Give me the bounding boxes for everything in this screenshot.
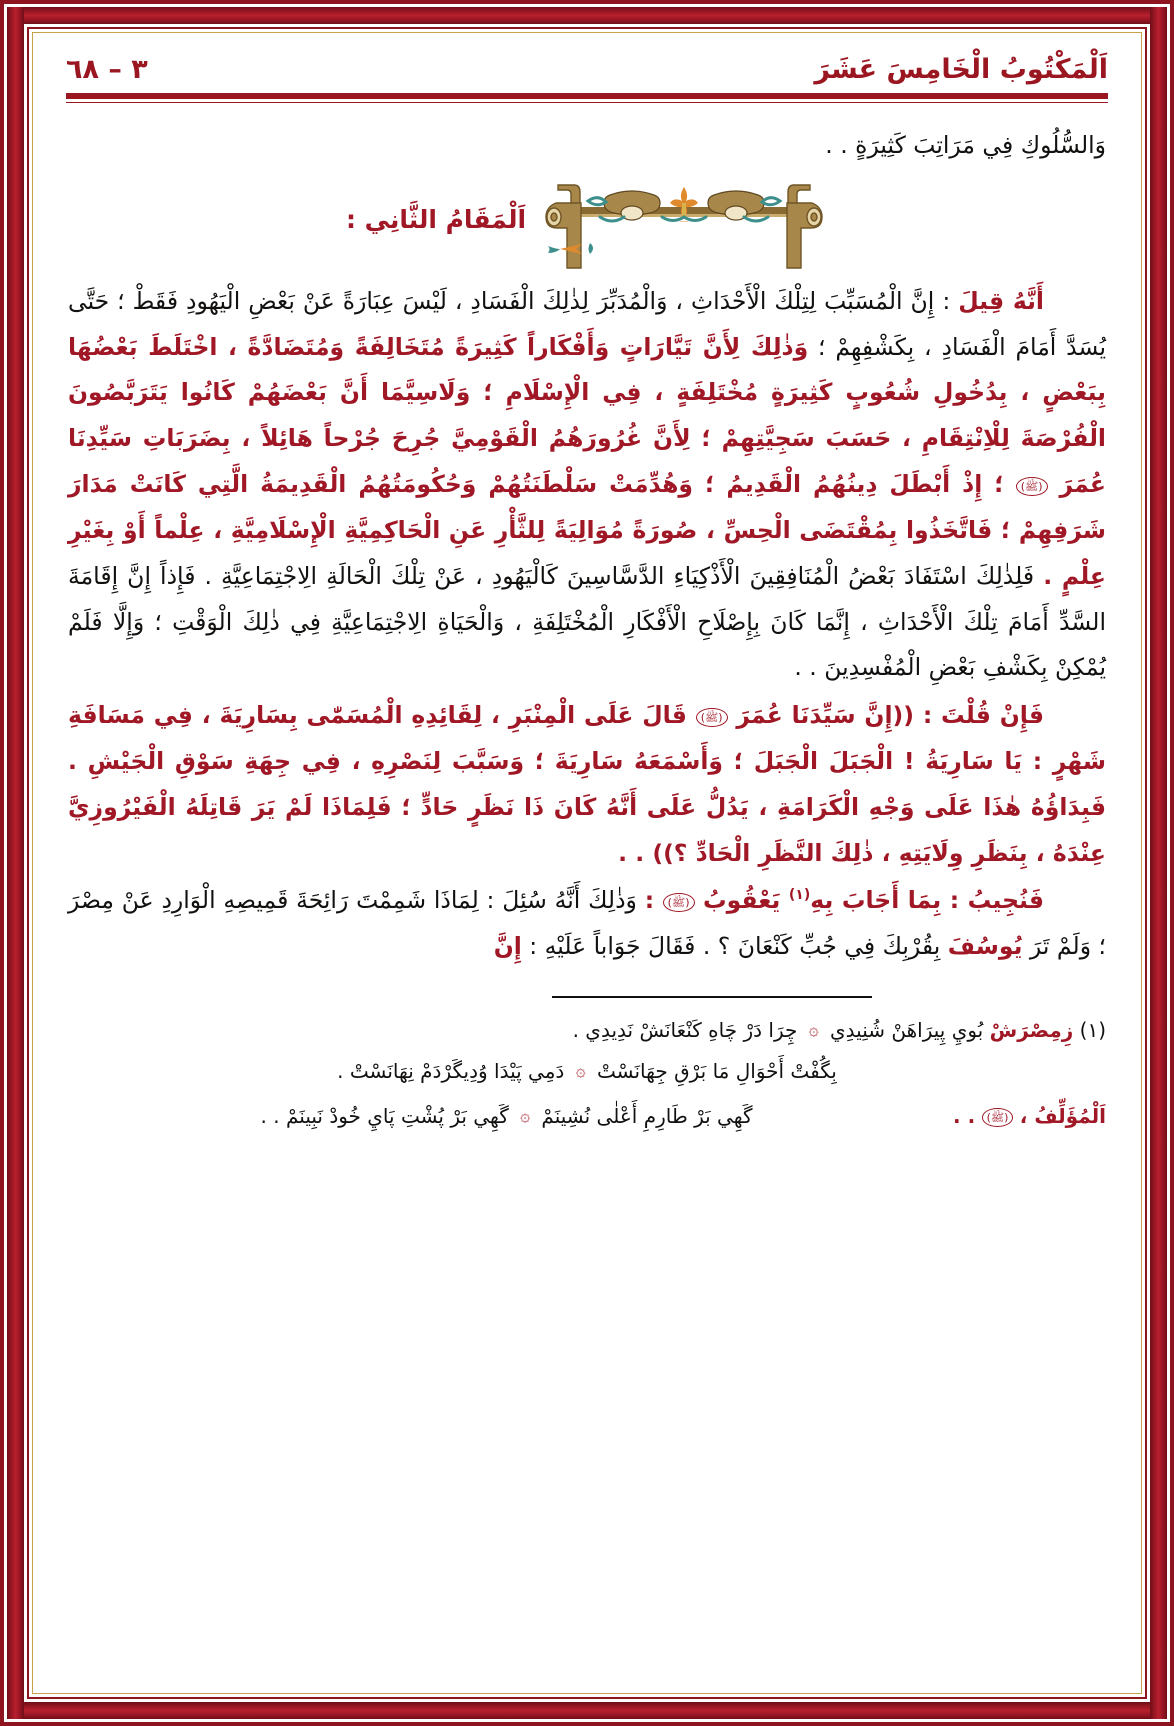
text-run-red: يَعْقُوبُ bbox=[694, 886, 789, 915]
text-run-rosette: ۞ bbox=[575, 1061, 586, 1081]
author-label: اَلْمُؤَلِّفُ ، bbox=[1019, 1104, 1106, 1128]
border-strip-bottom bbox=[7, 1702, 1167, 1719]
text-run-black: بِقُرْبِكَ فِي جُبِّ كَنْعَانَ ؟ . فَقَالَ جَوَاباً عَلَيْهِ : bbox=[521, 932, 948, 961]
text-run-red: : bbox=[644, 886, 663, 915]
heading-label: اَلْمَقَامُ الثَّانِي : bbox=[345, 205, 527, 235]
f3-runs bbox=[261, 1104, 753, 1128]
text-run-red: قَالَ عَلَى الْمِنْبَرِ ، لِقَائِدِهِ الْمُسَمّٰى بِسَارِيَةَ ، فِي مَسَافَةِ شَهْرٍ : يَا سَارِيَةُ ! الْجَبَلَ الْجَبَلَ ؛ وَأَسْمَعَهُ سَارِيَةَ ؛ وَسَبَّبَ لِنَصْرِهِ ، فِي جِهَةِ سَوْقِ الْجَيْشِ . فَبِدَاؤُهُ هٰذَا عَلَى وَجْهِ الْكَرَامَةِ ، يَدُلُّ عَلَى أَنَّهُ كَانَ ذَا نَظَرٍ حَادٍّ ؛ فَلِمَاذَا لَمْ يَرَ قَاتِلَهُ الْفَيْرُوزِيَّ عِنْدَهُ ، بِنَظَرِ وِلَايَتِهِ ، ذٰلِكَ النَّظَرِ الْحَادِّ ؟)) . . bbox=[68, 701, 1106, 867]
text-run-honorific: (ﷺ) bbox=[1016, 477, 1048, 496]
border-strip-top bbox=[7, 7, 1167, 24]
text-run-black: فَلِذٰلِكَ اسْتَفَادَ بَعْضُ الْمُنَافِقِينَ الْأَذْكِيَاءِ الدَّسَّاسِينَ كَالْيَهُودِ ، عَنْ تِلْكَ الْحَالَةِ الِاجْتِمَاعِيَّةِ . فَإِذاً إِنَّ إِقَامَةَ السَّدِّ أَمَامَ تِلْكَ الْأَحْدَاثِ ، إِنَّمَا كَانَ بِإِصْلَاحِ الْأَفْكَارِ الْمُخْتَلِفَةِ ، وَالْحَيَاةِ الِاجْتِمَاعِيَّةِ فِي ذٰلِكَ الْوَقْتِ ؛ وَإِلَّا فَلَمْ يُمْكِنْ بِكَشْفِ بَعْضِ الْمُفْسِدِينَ . . bbox=[68, 561, 1106, 682]
text-run-red: فَنُجِيبُ : بِمَا أَجَابَ بِهِ bbox=[810, 886, 1044, 915]
scroll-ornament-svg bbox=[540, 173, 828, 269]
paragraph-3 bbox=[68, 878, 1106, 970]
text-run-honorific: (ﷺ) bbox=[696, 708, 728, 727]
signature-trailing: . . bbox=[953, 1104, 976, 1128]
heading-cartouche-ornament bbox=[540, 173, 828, 269]
border-strip-left bbox=[7, 7, 24, 1719]
footnote-block bbox=[44, 998, 1130, 1139]
text-run-black: وَذٰلِكَ أَنَّهُ سُئِلَ : لِمَاذَا شَمِمْتَ رَائِحَةَ قَمِيصِهِ الْوَارِدِ عَنْ مِصْرَ ؛ وَلَمْ تَرَ bbox=[68, 886, 1106, 961]
text-run-red: يُوسُفَ bbox=[947, 932, 1023, 961]
text-run-black: (١) bbox=[1073, 1018, 1106, 1042]
body-text bbox=[44, 99, 1130, 970]
section-heading bbox=[68, 173, 1106, 269]
running-head bbox=[44, 40, 1130, 85]
p1-runs bbox=[68, 287, 1106, 682]
footnote-2 bbox=[68, 1053, 1106, 1090]
p3-runs bbox=[68, 886, 1106, 960]
text-run-red: إِنَّ bbox=[493, 932, 522, 961]
p2-runs bbox=[68, 701, 1106, 866]
footnote-3 bbox=[68, 1098, 945, 1135]
text-run-rosette: ۞ bbox=[520, 1106, 531, 1126]
text-run-black: بُويِ پِيرَاهَنْ شُنِيدِي bbox=[823, 1018, 990, 1042]
text-run-red: فَإِنْ قُلْتَ : ((إِنَّ سَيِّدَنَا عُمَرَ bbox=[727, 701, 1045, 730]
f2-runs bbox=[337, 1059, 837, 1083]
page-content bbox=[44, 40, 1130, 1686]
text-run-black: : إِنَّ الْمُسَبِّبَ لِتِلْكَ الْأَحْدَاثِ ، وَالْمُدَبِّرَ لِذٰلِكَ الْفَسَادِ ، لَيْسَ عِبَارَةً عَنْ بَعْضِ الْيَهُودِ فَقَطْ ؛ حَتَّى يُسَدَّ أَمَامَ الْفَسَادِ ، بِكَشْفِهِمْ ؛ bbox=[68, 286, 1106, 361]
text-run-rosette: ۞ bbox=[808, 1020, 819, 1040]
footnote-1 bbox=[68, 1012, 1106, 1049]
footnote-3-row bbox=[68, 1094, 1106, 1139]
honorific-icon: (ﷺ) bbox=[982, 1108, 1014, 1127]
text-run-red: زِمِصْرَشْ bbox=[989, 1018, 1074, 1042]
text-run-red: ؛ إِذْ أَبْطَلَ دِينُهُمُ الْقَدِيمُ ؛ وَهُدِّمَتْ سَلْطَنَتُهُمْ وَحُكُومَتُهُمُ الْقَدِيمَةُ الَّتِي كَانَتْ مَدَارَ شَرَفِهِمْ ؛ فَاتَّخَذُوا بِمُقْتَضَى الْحِسِّ ، صُورَةً مُوَالِيَةً لِلثَّأْرِ عَنِ الْحَاكِمِيَّةِ الْإِسْلَامِيَّةِ ، عِلْماً أَوْ بِغَيْرِ عِلْمٍ . bbox=[68, 470, 1106, 590]
text-run-red: وَذٰلِكَ لِأَنَّ تَيَّارَاتٍ وَأَفْكَاراً كَثِيرَةً مُتَخَالِفَةً وَمُتَضَادَّةً ، اخْتَلَطَ بَعْضُهَا بِبَعْضٍ ، بِدُخُولِ شُعُوبٍ كَثِيرَةٍ مُخْتَلِفَةٍ ، فِي الْإِسْلَامِ ؛ وَلَاسِيَّمَا أَنَّ بَعْضَهُمْ كَانُوا يَتَرَبَّصُونَ الْفُرْصَةَ لِلْاِنْتِقَامِ ، حَسَبَ سَجِيَّتِهِمْ ؛ لِأَنَّ غُرُورَهُمُ الْقَوْمِيَّ جُرِحَ جُرْحاً هَائِلاً ، بِضَرَبَاتِ سَيِّدِنَا عُمَرَ bbox=[68, 332, 1106, 499]
text-run-black: چِرَا دَرْ چَاهِ كَنْعَانَشْ نَدِيدِي . bbox=[572, 1018, 804, 1042]
border-strip-right bbox=[1150, 7, 1167, 1719]
opening-line: وَالسُّلُوكِ فِي مَرَاتِبَ كَثِيرَةٍ . . bbox=[825, 131, 1106, 159]
text-run-black: دَمِي پَيْدَا وُدِيگَرْدَمْ نِهَانَسْتْ . bbox=[337, 1059, 571, 1083]
folio-number: ٣ – ٦٨ bbox=[66, 54, 148, 85]
paragraph-2 bbox=[68, 693, 1106, 876]
text-run-honorific: (ﷺ) bbox=[663, 893, 695, 912]
text-run-black: بِگُفْتْ أَحْوَالِ مَا بَرْقِ جِهَانَسْتْ bbox=[590, 1059, 837, 1083]
text-run-sup: (١) bbox=[788, 887, 811, 904]
running-title: اَلْمَكْتُوبُ الْخَامِسَ عَشَرَ bbox=[814, 54, 1108, 85]
text-run-red: أَنَّهُ قِيلَ bbox=[958, 286, 1044, 315]
text-run-black: گَهِي بَرْ طَارِمِ أَعْلٰى نُشِينَمْ bbox=[535, 1104, 753, 1128]
paragraph-1 bbox=[68, 279, 1106, 691]
f1-runs bbox=[573, 1018, 1106, 1042]
text-run-black: گَهِي بَرْ پُشْتِ پَايِ خُودْ نَبِينَمْ . . bbox=[260, 1104, 516, 1128]
author-signature bbox=[945, 1098, 1106, 1135]
